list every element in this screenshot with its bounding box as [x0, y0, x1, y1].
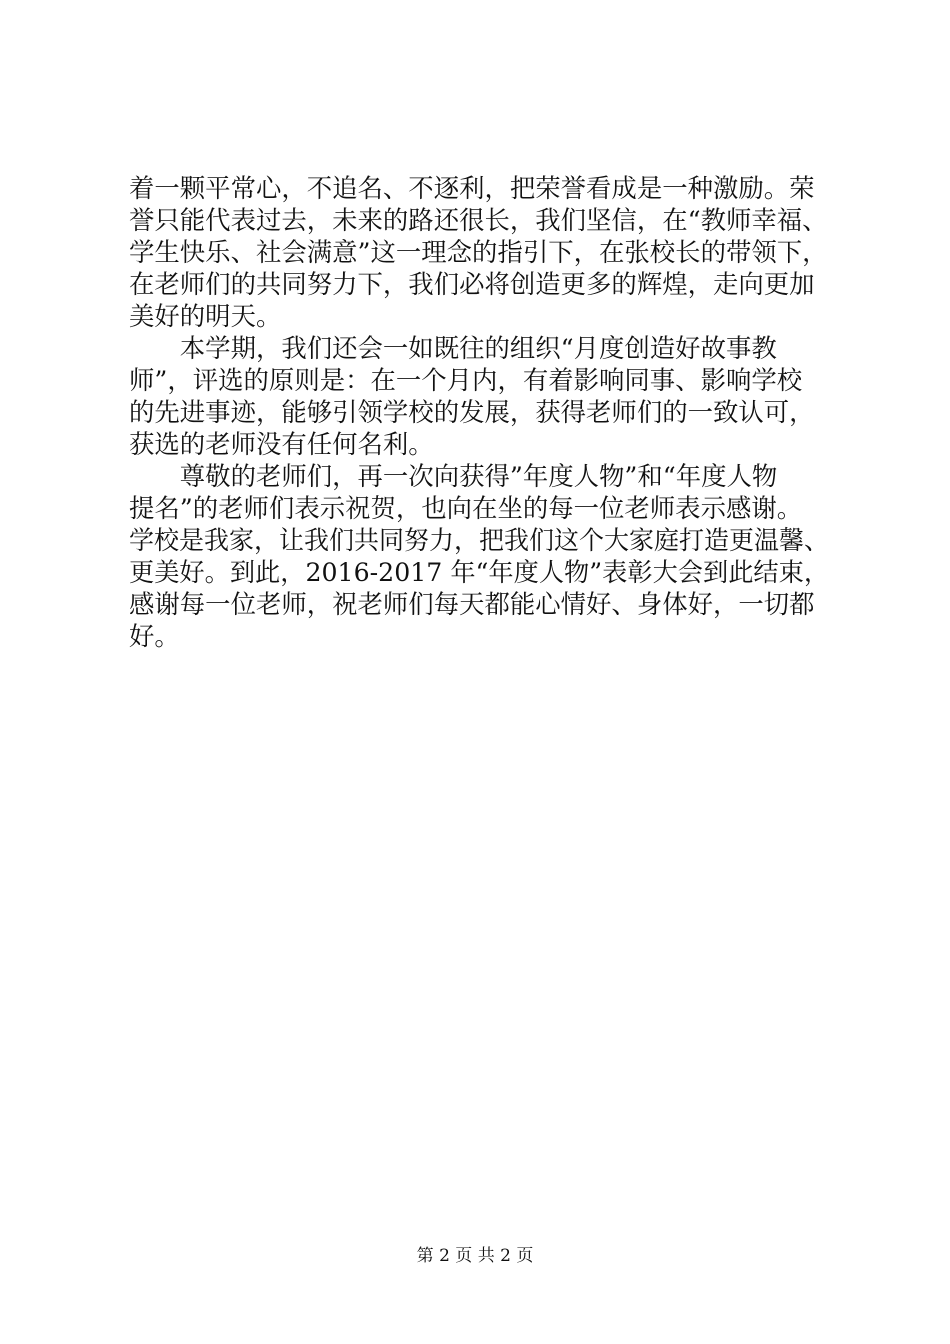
body-text-line: 的先进事迹，能够引领学校的发展，获得老师们的一致认可，: [129, 397, 815, 427]
body-text-line: 更美好。到此，2016-2017 年“年度人物”表彰大会到此结束，: [129, 557, 830, 587]
body-text-line: 尊敬的老师们，再一次向获得”年度人物”和“年度人物: [129, 461, 778, 491]
body-text-line: 获选的老师没有任何名利。: [129, 429, 434, 459]
body-text-line: 誉只能代表过去，未来的路还很长，我们坚信，在“教师幸福、: [129, 205, 828, 235]
body-text-line: 学校是我家，让我们共同努力，把我们这个大家庭打造更温馨、: [129, 525, 829, 555]
body-text-line: 本学期，我们还会一如既往的组织“月度创造好故事教: [129, 333, 777, 363]
body-text-line: 感谢每一位老师，祝老师们每天都能心情好、身体好，一切都: [129, 589, 815, 619]
body-text-line: 美好的明天。: [129, 301, 282, 331]
body-text-line: 师”，评选的原则是：在一个月内，有着影响同事、影响学校: [129, 365, 803, 395]
body-text-line: 在老师们的共同努力下，我们必将创造更多的辉煌，走向更加: [129, 269, 815, 299]
body-text-line: 学生快乐、社会满意”这一理念的指引下，在张校长的带领下，: [129, 237, 828, 267]
body-text-line: 着一颗平常心，不追名、不逐利，把荣誉看成是一种激励。荣: [129, 173, 815, 203]
page-footer: 第 2 页 共 2 页: [416, 1246, 534, 1266]
body-text-line: 好。: [129, 621, 180, 651]
body-text-line: 提名”的老师们表示祝贺，也向在坐的每一位老师表示感谢。: [129, 493, 803, 523]
